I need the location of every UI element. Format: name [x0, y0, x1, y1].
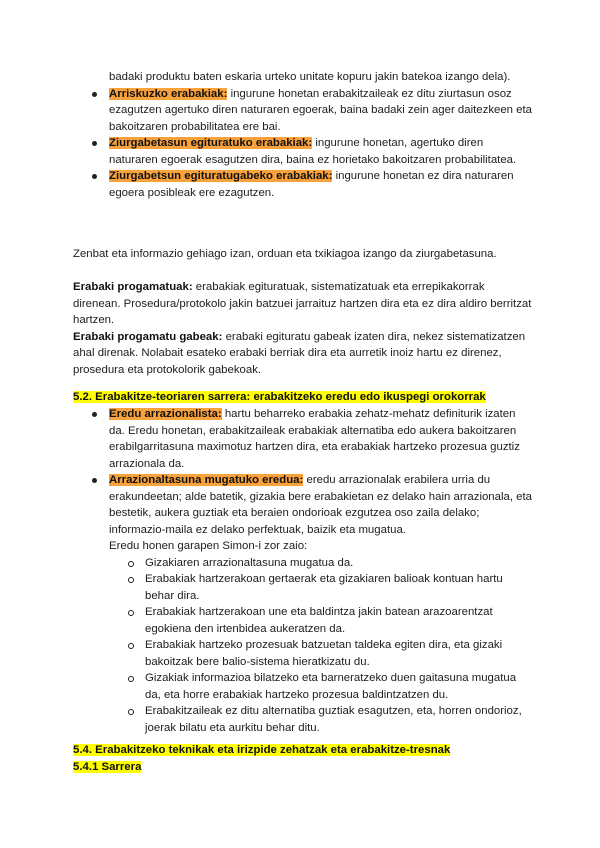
definition-structured-uncertainty: ingurune honetan, agertuko diren naturaren egoerak esagutzen dira, baina ez horietako bakoitzaren probabilitatea. [109, 137, 517, 166]
term-unstructured-uncertainty: Ziurgabetsun egituratugabeko erabakiak: [109, 170, 333, 182]
circle-bullet-icon [128, 643, 134, 649]
circle-bullet-icon [128, 561, 134, 567]
circle-bullet-icon [128, 676, 134, 682]
definition-non-programmed: erabaki egituratu gabeak izaten dira, nekez sistematizatzen ahal direnak. Nolabait esateko erabaki berriak dira eta aurretik inoiz hartu ez direnez, prosedura eta protokolorik gabekoak. [73, 330, 526, 376]
definition-unstructured-uncertainty: ingurune honetan ez dira naturaren egoera posibleak ere ezagutzen. [109, 170, 514, 199]
sublist-item: Erabakiak hartzerakoan une eta baldintza jakin batean arazoarentzat egokiena den irtenbidea aukeratzen da. [109, 604, 533, 637]
circle-bullet-icon [128, 577, 134, 583]
programmed-decisions-section [73, 279, 533, 378]
bullet-icon [92, 478, 97, 483]
sublist-item: Gizakiak informazioa bilatzeko eta barneratzeko duen gaitasuna mugatua da, eta horre erabakiak hartzeko prozesua baldintzatzen du. [109, 670, 533, 703]
term-bounded-rationality: Arrazionaltasuna mugatuko eredua: [109, 474, 304, 486]
simon-sublist [109, 555, 533, 737]
list-item-structured-uncertainty [73, 135, 533, 168]
sublist-item: Erabakiak hartzerakoan gertaerak eta gizakiaren balioak kontuan hartu behar dira. [109, 571, 533, 604]
bullet-icon [92, 174, 97, 179]
sublist-item: Erabakiak hartzeko prozesuak batzuetan taldeka egiten dira, eta gizaki bakoitzak bere balio-sistema hieratkizatu du. [109, 637, 533, 670]
bullet-icon [92, 141, 97, 146]
definition-rationalist-model: hartu beharreko erabakia zehatz-mehatz definiturik izaten da. Eredu honetan, erabakitzaileak erabakiak alternatiba edo aukera bakoitzaren erabilgarritasuna maximotuz hartzen dira, eta erabakiak hartzeko prozesua guztiz arrazionala da. [109, 408, 520, 470]
definition-risk: ingurune honetan erabakitzaileak ez ditu ziurtasun osoz ezagutzen agertuko diren naturaren egoerak, baina badaki zein ager daitezkeen eta bakoitzaren probabilitatea ere bai. [109, 87, 533, 133]
circle-bullet-icon [128, 610, 134, 616]
list-item-bounded-rationality [73, 472, 533, 736]
term-structured-uncertainty: Ziurgabetasun egituratuko erabakiak: [109, 137, 313, 149]
programmed-paragraph [73, 279, 533, 329]
definition-bounded-rationality: eredu arrazionalak erabilera urria du erakundeetan; alde batetik, gizakia bere erabakietan ez delako hain arrazionala, eta bestetik, aukera guztiak eta beraien ondorioak ezgutzea oso zaila delako; informazio-maila ez delako perfektuak, baizik eta mugatua. [109, 474, 533, 536]
bullet-icon [92, 412, 97, 417]
decision-models-list [73, 406, 533, 736]
sublist-item: Erabakitzaileak ez ditu alternatiba guztiak esagutzen, eta, horren ondorioz, joerak bilatu eta aurkitu behar ditu. [109, 703, 533, 736]
list-item-risk [73, 86, 533, 136]
list-item-rationalist-model [73, 406, 533, 472]
list-item-unstructured-uncertainty [73, 168, 533, 201]
term-non-programmed: Erabaki progamatu gabeak: [73, 330, 223, 343]
term-risk: Arriskuzko erabakiak: [109, 87, 228, 100]
sublist-item: Gizakiaren arrazionaltasuna mugatua da. [109, 555, 533, 572]
term-rationalist-model: Eredu arrazionalista: [109, 408, 222, 420]
circle-bullet-icon [128, 709, 134, 715]
bullet-icon [92, 92, 97, 97]
section-heading-5-4: 5.4. Erabakitzeko teknikak eta irizpide zehatzak eta erabakitze-tresnak 5.4.1 Sarrera [73, 744, 451, 773]
environment-types-list [73, 69, 533, 201]
list-continuation-text: badaki produktu baten eskaria urteko unitate kopuru jakin batekoa izango dela). [109, 71, 511, 83]
subsection-heading-5-4-1: 5.4.1 Sarrera [73, 760, 142, 773]
section-heading-5-2: 5.2. Erabakitze-teoriaren sarrera: erabakitzeko eredu edo ikuspegi orokorrak [73, 391, 486, 403]
definition-programmed: erabakiak egituratuak, sistematizatuak eta errepikakorrak direnean. Prosedura/protokolo jakin batzuei jarraituz hartzen dira eta ez dira aldiro berritzat hartzen. [73, 281, 532, 326]
simon-intro: Eredu honen garapen Simon-i zor zaio: [109, 540, 308, 552]
information-paragraph: Zenbat eta informazio gehiago izan, orduan eta txikiagoa izango da ziurgabetasuna. [73, 248, 497, 260]
term-programmed: Erabaki progamatuak: [73, 281, 193, 293]
non-programmed-paragraph [73, 329, 533, 379]
